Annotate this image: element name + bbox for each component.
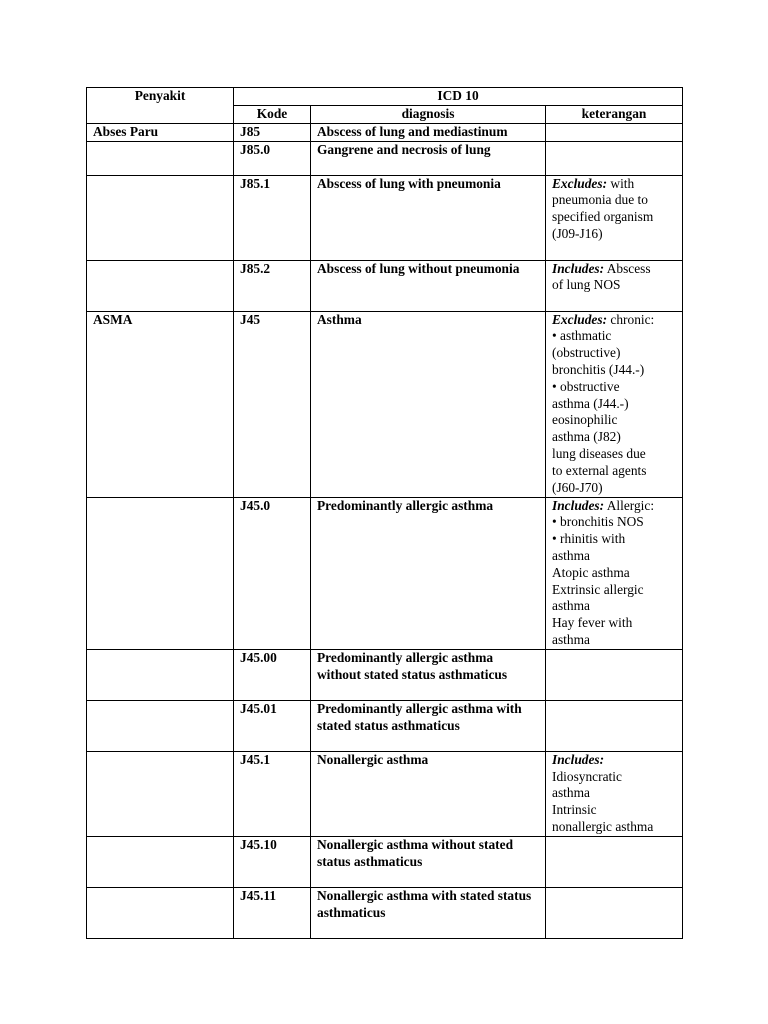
includes-label: Includes: [552, 497, 605, 513]
table-row [87, 649, 683, 700]
cell-kode: J85.1 [234, 175, 311, 260]
cell-penyakit [87, 175, 234, 260]
ket-line: nonallergic asthma [552, 818, 654, 834]
cell-diagnosis: Abscess of lung and mediastinum [311, 123, 546, 141]
table-row [87, 836, 683, 887]
cell-diagnosis: Nonallergic asthma [311, 751, 546, 836]
table-row [87, 887, 683, 938]
ket-first: Allergic: [606, 497, 655, 513]
cell-diagnosis: Predominantly allergic asthma [311, 497, 546, 649]
cell-penyakit [87, 497, 234, 649]
cell-kode: J45.1 [234, 751, 311, 836]
table-row [87, 311, 683, 497]
cell-diagnosis: Nonallergic asthma without stated status asthmaticus [311, 836, 546, 887]
cell-penyakit [87, 887, 234, 938]
ket-line: eosinophilic [552, 412, 618, 428]
cell-kode: J45 [234, 311, 311, 497]
ket-bullet-line: • obstructive [552, 379, 676, 396]
ket-line: to external agents [552, 462, 647, 478]
ket-line: of lung NOS [552, 277, 621, 293]
table-row [87, 141, 683, 175]
cell-penyakit [87, 751, 234, 836]
cell-kode: J45.00 [234, 649, 311, 700]
cell-keterangan [546, 175, 683, 260]
ket-line: Atopic asthma [552, 564, 630, 580]
icd10-table [86, 87, 683, 939]
cell-keterangan [546, 836, 683, 887]
ket-line: Hay fever with [552, 615, 633, 631]
cell-diagnosis: Abscess of lung with pneumonia [311, 175, 546, 260]
excludes-label: Excludes: [552, 175, 608, 191]
ket-line: asthma (J44.-) [552, 395, 629, 411]
cell-diagnosis: Predominantly allergic asthma with stated status asthmaticus [311, 700, 546, 751]
cell-keterangan [546, 260, 683, 311]
table-row [87, 123, 683, 141]
ket-line: asthma [552, 631, 590, 647]
includes-label: Includes: [552, 260, 605, 276]
ket-line: asthma [552, 547, 590, 563]
header-icd10: ICD 10 [234, 88, 683, 106]
ket-first: Abscess [606, 260, 651, 276]
ket-line: specified organism [552, 209, 654, 225]
ket-line: lung diseases due [552, 445, 646, 461]
ket-line: asthma [552, 598, 590, 614]
ket-line: asthma [552, 785, 590, 801]
cell-penyakit: ASMA [87, 311, 234, 497]
cell-keterangan [546, 700, 683, 751]
cell-kode: J45.01 [234, 700, 311, 751]
header-penyakit: Penyakit [87, 88, 234, 124]
table-row [87, 751, 683, 836]
cell-penyakit [87, 836, 234, 887]
header-kode: Kode [234, 105, 311, 123]
cell-diagnosis: Abscess of lung without pneumonia [311, 260, 546, 311]
excludes-label: Excludes: [552, 311, 608, 327]
cell-penyakit: Abses Paru [87, 123, 234, 141]
table-row [87, 260, 683, 311]
table-row [87, 497, 683, 649]
ket-first: with [610, 175, 635, 191]
cell-keterangan [546, 311, 683, 497]
table-row [87, 700, 683, 751]
cell-diagnosis: Gangrene and necrosis of lung [311, 141, 546, 175]
cell-penyakit [87, 260, 234, 311]
cell-keterangan [546, 123, 683, 141]
ket-line: Intrinsic [552, 802, 597, 818]
cell-kode: J85 [234, 123, 311, 141]
cell-keterangan [546, 497, 683, 649]
ket-line: bronchitis (J44.-) [552, 361, 645, 377]
cell-keterangan [546, 887, 683, 938]
cell-kode: J45.10 [234, 836, 311, 887]
cell-penyakit [87, 649, 234, 700]
cell-diagnosis: Asthma [311, 311, 546, 497]
cell-kode: J85.2 [234, 260, 311, 311]
ket-line: Extrinsic allergic [552, 581, 644, 597]
ket-line: (J09-J16) [552, 225, 603, 241]
ket-first: chronic: [610, 311, 655, 327]
ket-line: (J60-J70) [552, 479, 603, 495]
cell-diagnosis: Predominantly allergic asthma without stated status asthmaticus [311, 649, 546, 700]
cell-kode: J45.0 [234, 497, 311, 649]
header-keterangan: keterangan [546, 105, 683, 123]
ket-line: pneumonia due to [552, 192, 648, 208]
ket-bullet-line: • rhinitis with [552, 531, 676, 548]
cell-kode: J85.0 [234, 141, 311, 175]
ket-bullet-line: • asthmatic [552, 328, 676, 345]
ket-bullet-line: • bronchitis NOS [552, 514, 676, 531]
header-diagnosis: diagnosis [311, 105, 546, 123]
cell-keterangan [546, 751, 683, 836]
cell-keterangan [546, 141, 683, 175]
ket-line: Idiosyncratic [552, 768, 622, 784]
cell-kode: J45.11 [234, 887, 311, 938]
table-row [87, 175, 683, 260]
cell-diagnosis: Nonallergic asthma with stated status asthmaticus [311, 887, 546, 938]
ket-line: (obstructive) [552, 345, 621, 361]
includes-label: Includes: [552, 751, 605, 767]
cell-penyakit [87, 141, 234, 175]
cell-keterangan [546, 649, 683, 700]
header-row-1 [87, 88, 683, 106]
ket-line: asthma (J82) [552, 429, 621, 445]
cell-penyakit [87, 700, 234, 751]
